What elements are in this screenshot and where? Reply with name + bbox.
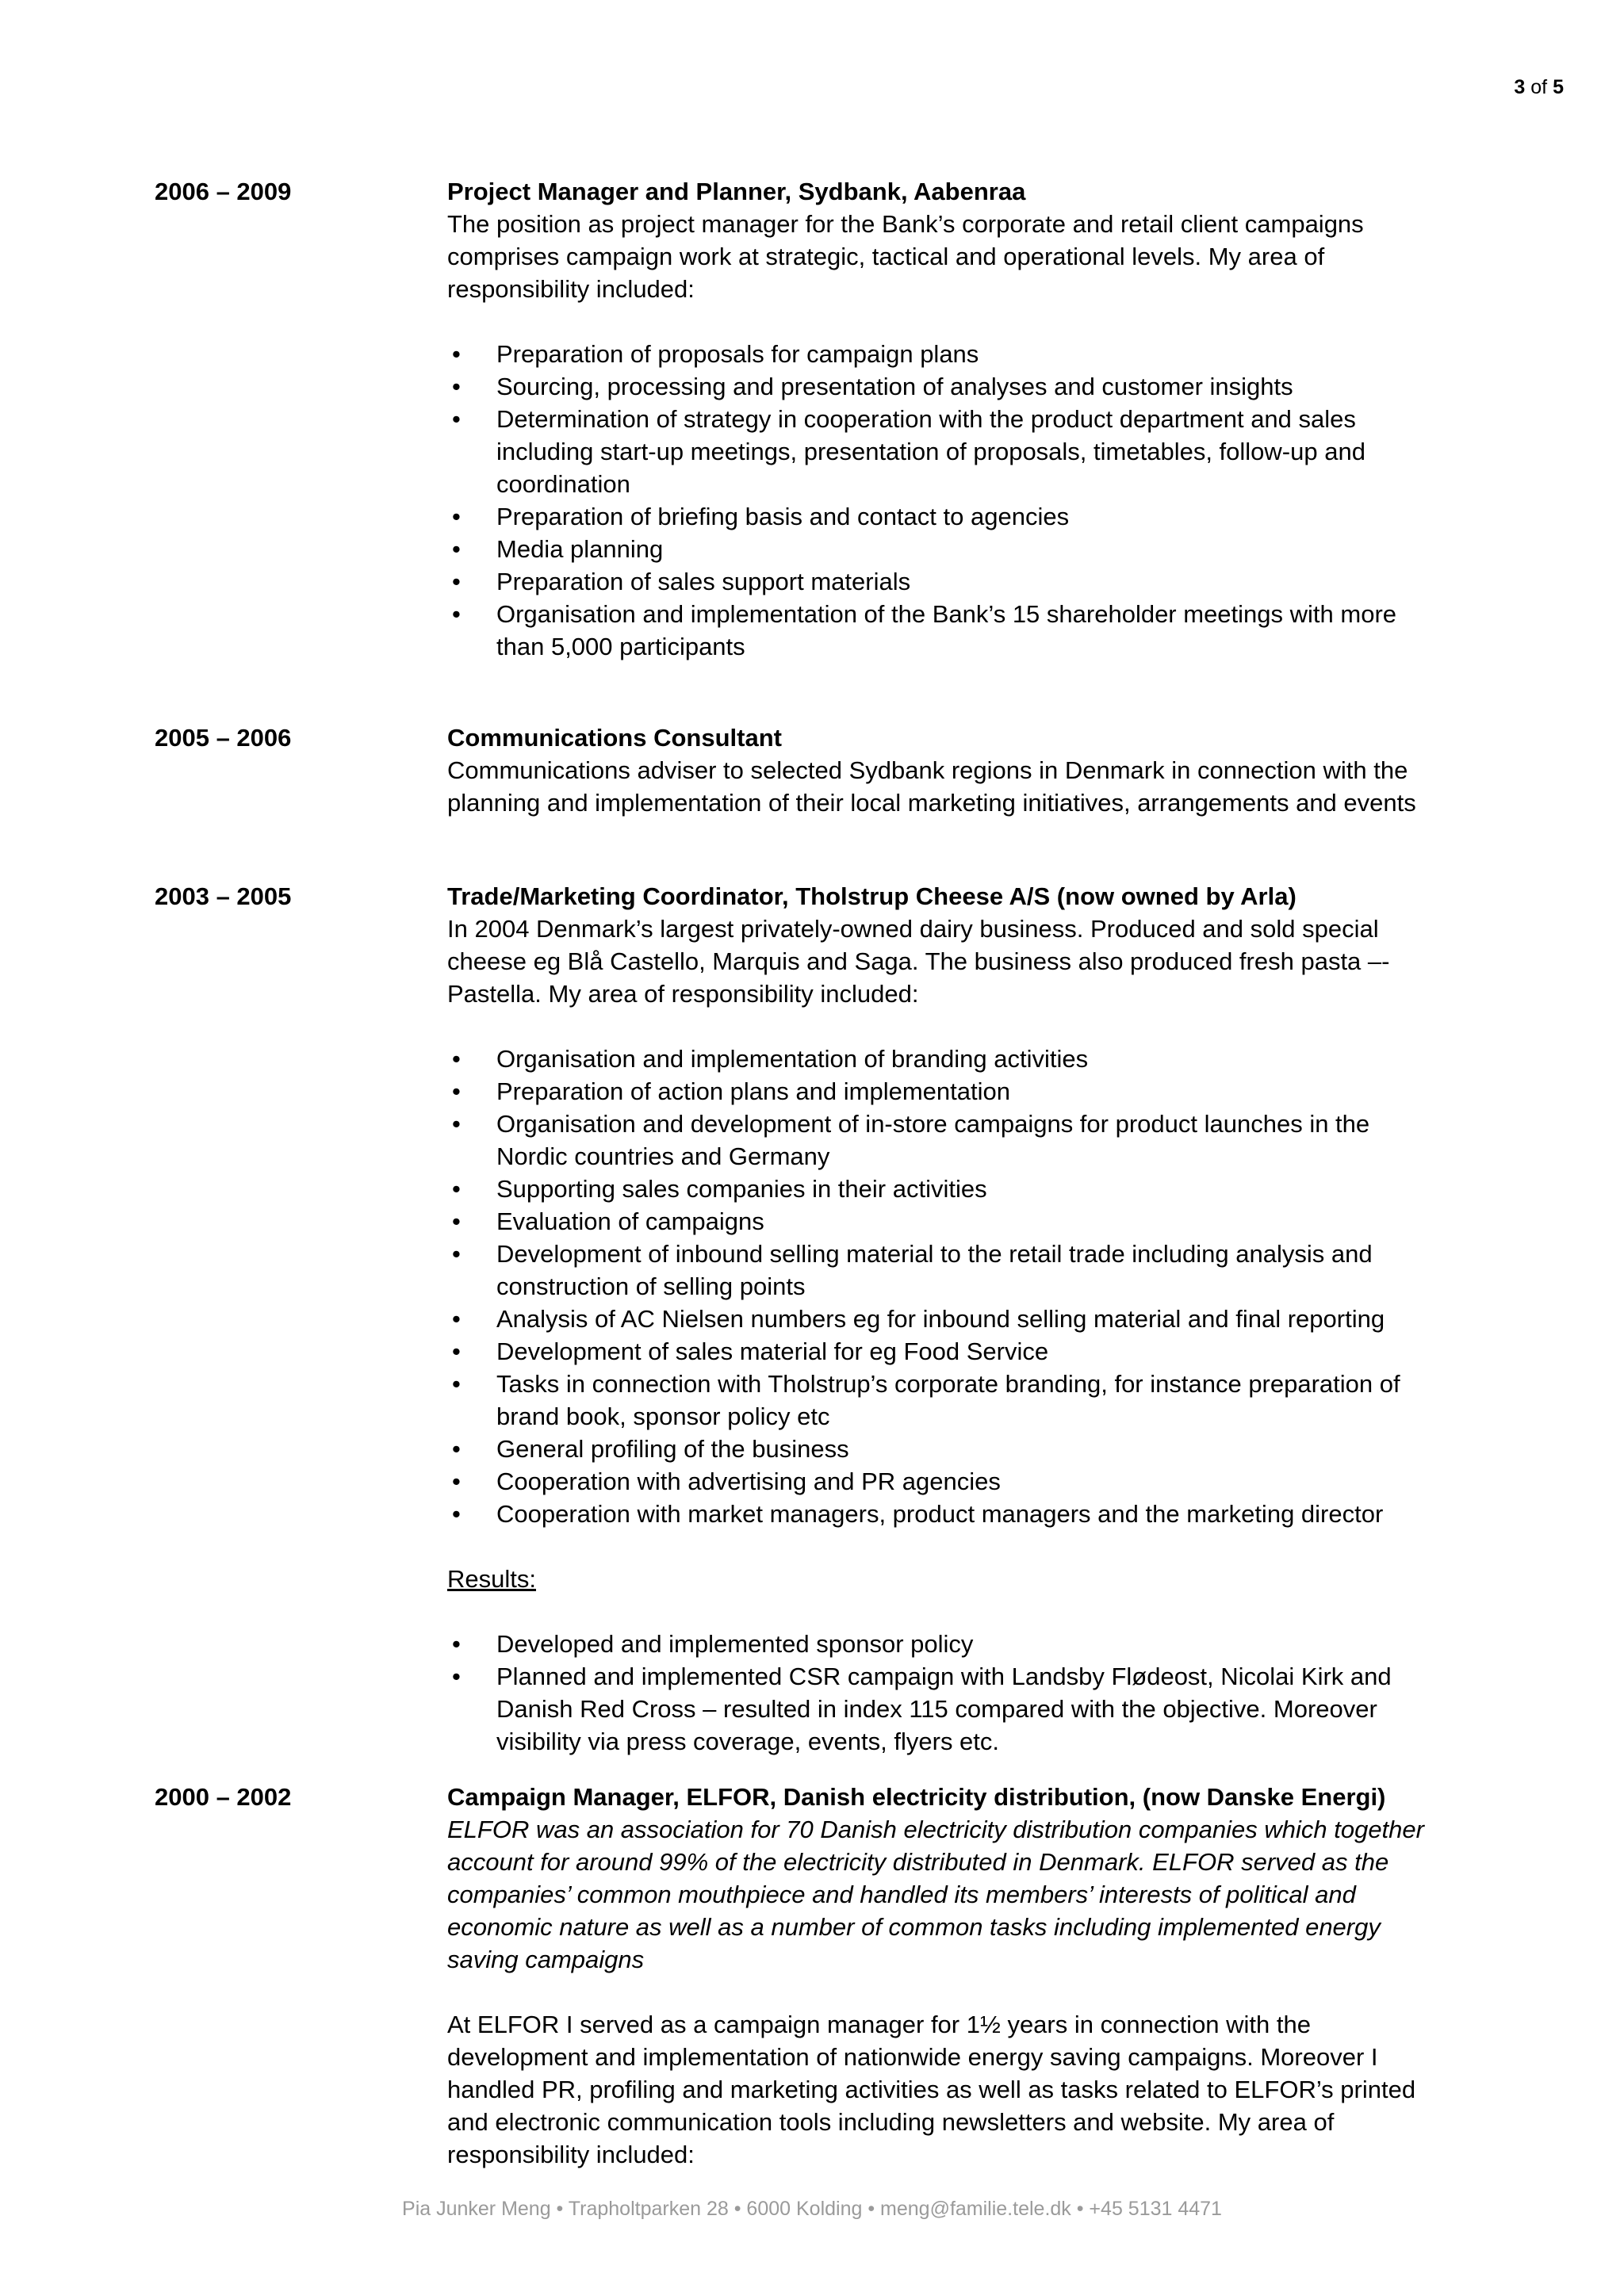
entry-description-line: planning and implementation of their local marketing initiatives, arrangements and events [447,789,1416,817]
entry-title: Communications Consultant [447,724,782,752]
entry-content [447,880,1557,1758]
list-item: • Sourcing, processing and presentation of analyses and customer insights [447,370,1557,403]
entry-description-line: Communications adviser to selected Sydbank regions in Denmark in connection with the [447,756,1408,784]
list-item: • Planned and implemented CSR campaign with Landsby Flødeost, Nicolai Kirk and Danish Red Cross – resulted in index 115 compared with the objective. Moreover visibility via press coverage, events, flyers etc. [447,1660,1557,1758]
entry-description-line: responsibility included: [447,275,695,303]
entry-content [447,721,1557,819]
list-item: • Developed and implemented sponsor policy [447,1628,1557,1660]
page-of: of [1530,76,1548,98]
list-item: • Organisation and development of in-store campaigns for product launches in the Nordic countries and Germany [447,1108,1557,1173]
page-total: 5 [1553,76,1564,98]
list-item: • Supporting sales companies in their activities [447,1173,1557,1205]
list-item: • Development of sales material for eg Food Service [447,1335,1557,1368]
results-heading: Results: [447,1565,536,1593]
entry-description-line: The position as project manager for the Bank’s corporate and retail client campaigns [447,210,1364,238]
entry-content [447,1781,1557,2171]
entry-description-line: and electronic communication tools including newsletters and website. My area of [447,2108,1335,2136]
list-item: • Tasks in connection with Tholstrup’s corporate branding, for instance preparation of brand book, sponsor policy etc [447,1368,1557,1433]
entry-italic-line: saving campaigns [447,1946,645,1973]
list-item: • Preparation of action plans and implementation [447,1075,1557,1108]
list-item: • Evaluation of campaigns [447,1205,1557,1238]
entry-description-line: development and implementation of nationwide energy saving campaigns. Moreover I [447,2043,1378,2071]
list-item: • General profiling of the business [447,1433,1557,1465]
list-item: • Cooperation with market managers, product managers and the marketing director [447,1498,1557,1530]
list-item: • Cooperation with advertising and PR agencies [447,1465,1557,1498]
list-item: • Preparation of sales support materials [447,565,1557,598]
page-number [1514,76,1564,99]
entry-description-line: responsibility included: [447,2141,695,2168]
entry-description-line: Pastella. My area of responsibility included: [447,980,919,1008]
results-list [447,1628,1557,1758]
list-item: • Preparation of proposals for campaign plans [447,338,1557,370]
entry-description-line: In 2004 Denmark’s largest privately-owned dairy business. Produced and sold special [447,915,1379,943]
page-current: 3 [1514,76,1526,98]
entry-italic-line: ELFOR was an association for 70 Danish electricity distribution companies which together [447,1816,1424,1843]
entry-title: Trade/Marketing Coordinator, Tholstrup Cheese A/S (now owned by Arla) [447,882,1297,910]
entry-italic-line: economic nature as well as a number of common tasks including implemented energy [447,1913,1381,1941]
list-item: • Organisation and implementation of the Bank’s 15 shareholder meetings with more than 5,000 participants [447,598,1557,663]
entry-years: 2006 – 2009 [155,178,292,205]
entry-description-line: comprises campaign work at strategic, tactical and operational levels. My area of [447,243,1325,270]
entry-description-line: At ELFOR I served as a campaign manager for 1½ years in connection with the [447,2011,1311,2038]
entry-title: Campaign Manager, ELFOR, Danish electricity distribution, (now Danske Energi) [447,1783,1386,1811]
list-item: • Media planning [447,533,1557,565]
entry-content [447,175,1557,663]
entry-years: 2000 – 2002 [155,1783,292,1811]
list-item: • Analysis of AC Nielsen numbers eg for inbound selling material and final reporting [447,1303,1557,1335]
responsibility-list [447,1043,1557,1530]
entry-description-line: cheese eg Blå Castello, Marquis and Saga. The business also produced fresh pasta –- [447,947,1390,975]
entry-years: 2003 – 2005 [155,882,292,910]
list-item: • Preparation of briefing basis and contact to agencies [447,500,1557,533]
responsibility-list [447,338,1557,663]
page-footer: Pia Junker Meng • Trapholtparken 28 • 6000 Kolding • meng@familie.tele.dk • +45 5131 4471 [402,2198,1222,2220]
entry-description-line: handled PR, profiling and marketing activities as well as tasks related to ELFOR’s printed [447,2076,1416,2103]
list-item: • Determination of strategy in cooperation with the product department and sales including start-up meetings, presentation of proposals, timetables, follow-up and coordination [447,403,1557,500]
entry-italic-line: account for around 99% of the electricity distributed in Denmark. ELFOR served as the [447,1848,1389,1876]
entry-years: 2005 – 2006 [155,724,292,752]
list-item: • Organisation and implementation of branding activities [447,1043,1557,1075]
entry-title: Project Manager and Planner, Sydbank, Aabenraa [447,178,1026,205]
entry-italic-line: companies’ common mouthpiece and handled its members’ interests of political and [447,1881,1356,1908]
list-item: • Development of inbound selling material to the retail trade including analysis and construction of selling points [447,1238,1557,1303]
